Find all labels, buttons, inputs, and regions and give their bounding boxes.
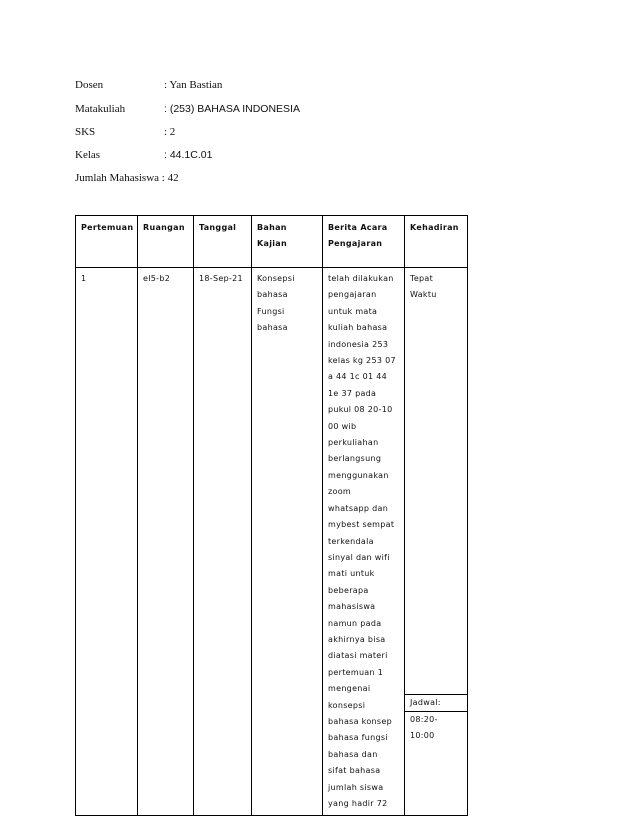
cell-tanggal: 18-Sep-21 [194, 268, 252, 816]
kehadiran-status: Tepat Waktu [410, 274, 437, 300]
kelas-label: Kelas [75, 149, 101, 161]
header-berita-acara: Berita Acara Pengajaran [323, 216, 405, 268]
cell-bahan-kajian: Konsepsi bahasa Fungsi bahasa [252, 268, 323, 816]
sks-label: SKS [75, 126, 96, 138]
matakuliah-value: : (253) BAHASA INDONESIA [164, 103, 300, 115]
table-row [76, 268, 468, 816]
header-ruangan: Ruangan [138, 216, 194, 268]
jumlah-value: : 42 [161, 172, 179, 184]
cell-pertemuan: 1 [76, 268, 138, 816]
cell-berita-acara: telah dilakukan pengajaran untuk mata kuliah bahasa indonesia 253 kelas kg 253 07 a 44 1c 01 44 1e 37 pada pukul 08 20-10 00 wib perkuliahan berlangsung menggunakan zoom whatsapp dan mybest sempat terkendala sinyal dan wifi mati untuk beberapa mahasiswa namun pada akhirnya bisa diatasi materi pertemuan 1 mengenai konsepsi bahasa konsep bahasa fungsi bahasa dan sifat bahasa jumlah siswa yang hadir 72 [323, 268, 405, 816]
jadwal-label: Jadwal: [405, 694, 467, 712]
header-pertemuan: Pertemuan [76, 216, 138, 268]
header-kehadiran: Kehadiran [405, 216, 468, 268]
cell-ruangan: el5-b2 [138, 268, 194, 816]
attendance-table [75, 215, 468, 816]
matakuliah-label: Matakuliah [75, 103, 126, 115]
sks-value: : 2 [164, 126, 176, 138]
table-header-row [76, 216, 468, 268]
header-tanggal: Tanggal [194, 216, 252, 268]
kelas-value: : 44.1C.01 [164, 149, 213, 161]
jadwal-time: 08:20- 10:00 [410, 715, 438, 741]
cell-kehadiran [405, 268, 468, 816]
jumlah-label: Jumlah Mahasiswa : 42 [75, 172, 179, 184]
dosen-label: Dosen [75, 79, 104, 91]
header-bahan-kajian: Bahan Kajian [252, 216, 323, 268]
dosen-value: : Yan Bastian [164, 79, 223, 91]
